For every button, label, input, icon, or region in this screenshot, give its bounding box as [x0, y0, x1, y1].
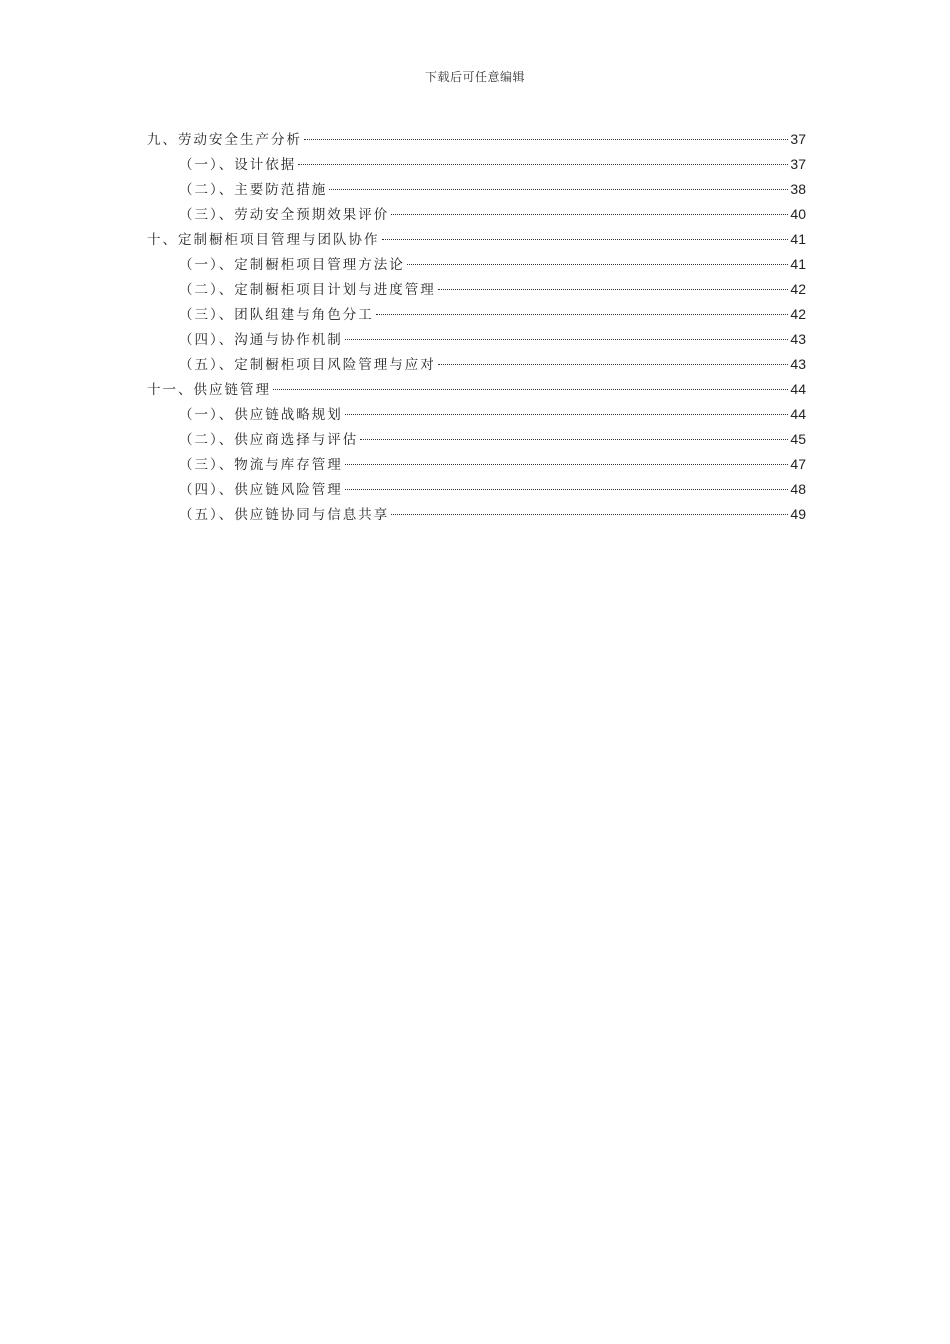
toc-page-number: 42 [790, 306, 806, 322]
toc-entry-title: （四）、沟通与协作机制 [179, 332, 343, 348]
toc-page-number: 47 [790, 456, 806, 472]
toc-entry-title: （三）、团队组建与角色分工 [179, 307, 374, 323]
toc-chapter-entry[interactable] [147, 227, 806, 252]
table-of-contents [147, 127, 806, 527]
toc-entry-title: （三）、劳动安全预期效果评价 [179, 207, 390, 223]
toc-page-number: 38 [790, 181, 806, 197]
page-header: 下载后可任意编辑 [424, 70, 525, 84]
toc-entry-title: （五）、供应链协同与信息共享 [179, 507, 390, 523]
toc-dot-leader [391, 514, 788, 515]
toc-section-entry[interactable] [147, 202, 806, 227]
toc-dot-leader [407, 264, 789, 265]
toc-entry-title: （一）、供应链战略规划 [179, 407, 343, 423]
toc-dot-leader [391, 214, 788, 215]
toc-section-entry[interactable] [147, 502, 806, 527]
toc-dot-leader [360, 439, 788, 440]
toc-dot-leader [345, 464, 789, 465]
toc-entry-title: （五）、定制橱柜项目风险管理与应对 [179, 357, 436, 373]
toc-page-number: 41 [790, 231, 806, 247]
toc-section-entry[interactable] [147, 477, 806, 502]
toc-entry-title: 十、定制橱柜项目管理与团队协作 [147, 232, 380, 248]
toc-dot-leader [438, 289, 789, 290]
toc-dot-leader [438, 364, 789, 365]
toc-page-number: 44 [790, 381, 806, 397]
toc-entry-title: （三）、物流与库存管理 [179, 457, 343, 473]
toc-page-number: 37 [790, 156, 806, 172]
toc-section-entry[interactable] [147, 352, 806, 377]
toc-section-entry[interactable] [147, 327, 806, 352]
toc-dot-leader [329, 189, 788, 190]
toc-dot-leader [345, 339, 789, 340]
toc-chapter-entry[interactable] [147, 127, 806, 152]
toc-section-entry[interactable] [147, 452, 806, 477]
toc-chapter-entry[interactable] [147, 377, 806, 402]
toc-page-number: 40 [790, 206, 806, 222]
toc-entry-title: 十一、供应链管理 [147, 382, 271, 398]
toc-dot-leader [273, 389, 788, 390]
toc-dot-leader [376, 314, 789, 315]
toc-page-number: 49 [790, 506, 806, 522]
toc-section-entry[interactable] [147, 277, 806, 302]
toc-dot-leader [304, 139, 788, 140]
toc-section-entry[interactable] [147, 402, 806, 427]
toc-entry-title: （二）、供应商选择与评估 [179, 432, 359, 448]
toc-section-entry[interactable] [147, 427, 806, 452]
toc-section-entry[interactable] [147, 152, 806, 177]
toc-page-number: 41 [790, 256, 806, 272]
toc-page-number: 37 [790, 131, 806, 147]
toc-entry-title: （四）、供应链风险管理 [179, 482, 343, 498]
toc-page-number: 45 [790, 431, 806, 447]
toc-dot-leader [298, 164, 788, 165]
toc-section-entry[interactable] [147, 302, 806, 327]
toc-page-number: 48 [790, 481, 806, 497]
toc-page-number: 44 [790, 406, 806, 422]
toc-page-number: 43 [790, 331, 806, 347]
toc-entry-title: （一）、设计依据 [179, 157, 297, 173]
toc-dot-leader [345, 414, 789, 415]
toc-section-entry[interactable] [147, 177, 806, 202]
toc-page-number: 42 [790, 281, 806, 297]
toc-entry-title: （二）、定制橱柜项目计划与进度管理 [179, 282, 436, 298]
toc-section-entry[interactable] [147, 252, 806, 277]
toc-entry-title: （一）、定制橱柜项目管理方法论 [179, 257, 405, 273]
toc-page-number: 43 [790, 356, 806, 372]
toc-entry-title: 九、劳动安全生产分析 [147, 132, 302, 148]
toc-entry-title: （二）、主要防范措施 [179, 182, 328, 198]
toc-dot-leader [382, 239, 789, 240]
toc-dot-leader [345, 489, 789, 490]
